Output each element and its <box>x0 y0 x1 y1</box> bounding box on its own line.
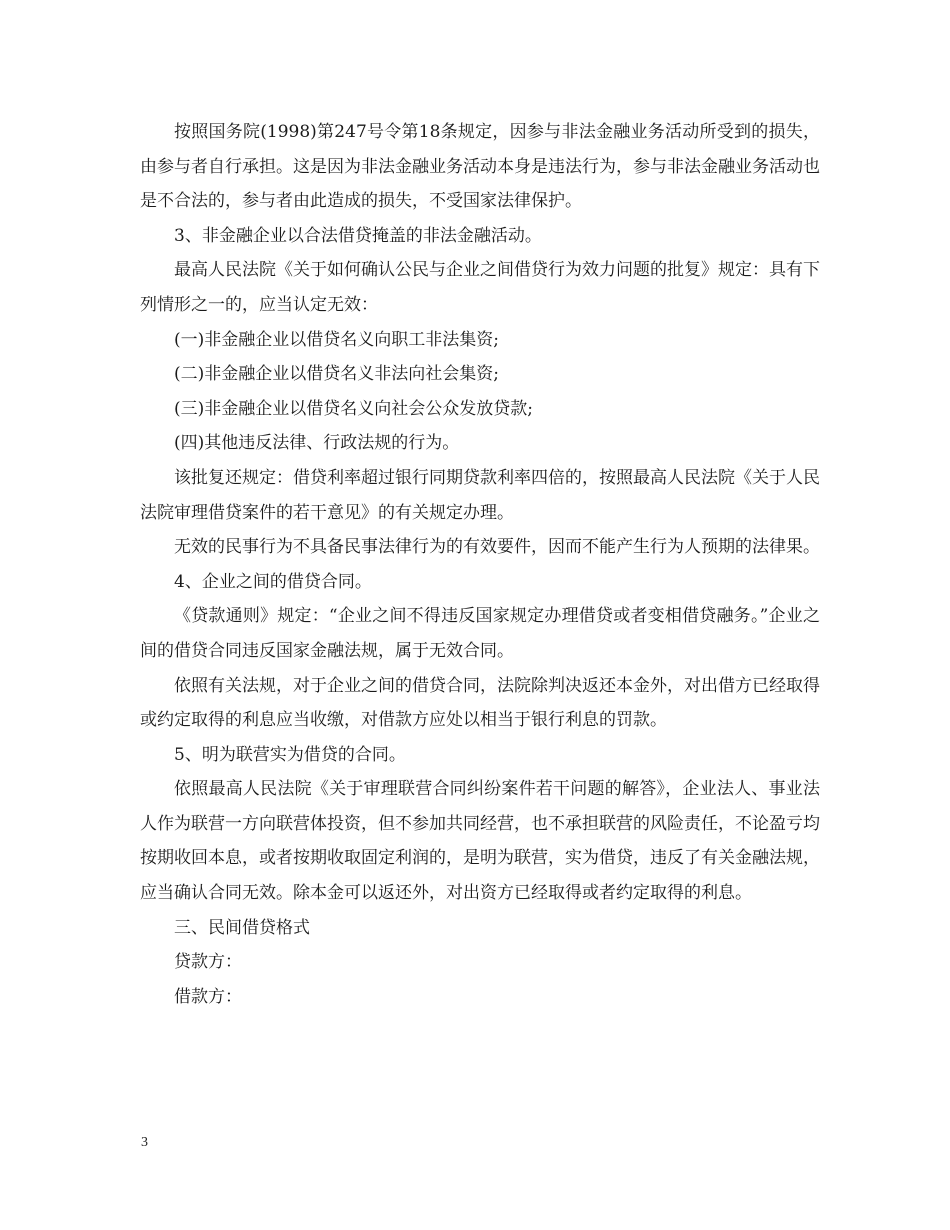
section-heading: 5、明为联营实为借贷的合同。 <box>174 744 406 765</box>
list-item: (四)其他违反法律、行政法规的行为。 <box>174 433 460 454</box>
paragraph: 《贷款通则》规定：“企业之间不得违反国家规定办理借贷或者变相借贷融务。”企业之间的借贷合同违反国家金融法规，属于无效合同。 <box>140 606 820 661</box>
page-number: 3 <box>141 1135 148 1150</box>
section-heading: 4、企业之间的借贷合同。 <box>174 571 372 592</box>
section-heading: 三、民间借贷格式 <box>174 917 310 938</box>
list-item: (二)非金融企业以借贷名义非法向社会集资; <box>174 364 499 385</box>
paragraph: 最高人民法院《关于如何确认公民与企业之间借贷行为效力问题的批复》规定：具有下列情形之一的，应当认定无效： <box>140 260 820 315</box>
form-field-label: 贷款方： <box>174 952 242 973</box>
form-field-label: 借款方： <box>174 986 242 1007</box>
paragraph: 该批复还规定：借贷利率超过银行同期贷款利率四倍的，按照最高人民法院《关于人民法院审理借贷案件的若干意见》的有关规定办理。 <box>140 467 820 523</box>
paragraph: 无效的民事行为不具备民事法律行为的有效要件，因而不能产生行为人预期的法律果。 <box>174 537 820 558</box>
paragraph: 依照最高人民法院《关于审理联营合同纠纷案件若干问题的解答》，企业法人、事业法人作为联营一方向联营体投资，但不参加共同经营，也不承担联营的风险责任，不论盈亏均按期收回本息，或者按期收取固定利润的，是明为联营，实为借贷，违反了有关金融法规，应当确认合同无效。除本金可以返还外，对出资方已经取得或者约定取得的利息。 <box>140 779 820 904</box>
section-heading: 3、非金融企业以合法借贷掩盖的非法金融活动。 <box>174 225 542 246</box>
paragraph: 依照有关法规，对于企业之间的借贷合同，法院除判决返还本金外，对出借方已经取得或约定取得的利息应当收缴，对借款方应处以相当于银行利息的罚款。 <box>140 675 820 731</box>
list-item: (三)非金融企业以借贷名义向社会公众发放贷款; <box>174 398 533 419</box>
paragraph: 按照国务院(1998)第247号令第18条规定，因参与非法金融业务活动所受到的损失，由参与者自行承担。这是因为非法金融业务活动本身是违法行为，参与非法金融业务活动也是不合法的，参与者由此造成的损失，不受国家法律保护。 <box>140 122 820 212</box>
list-item: (一)非金融企业以借贷名义向职工非法集资; <box>174 329 499 350</box>
document-body <box>140 115 820 1014</box>
